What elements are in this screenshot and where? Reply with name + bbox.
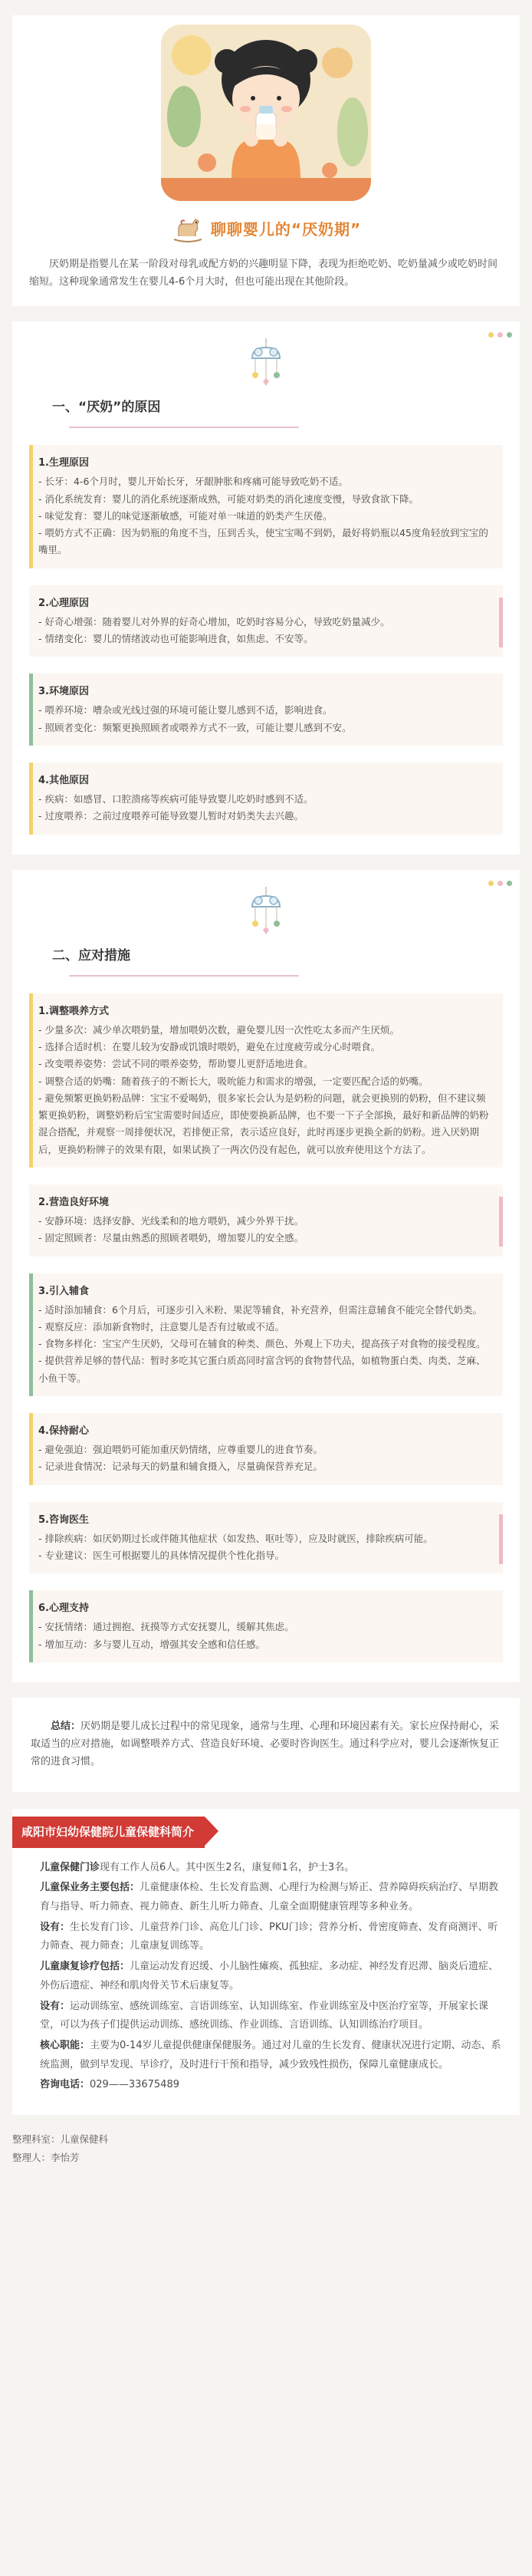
card-line: - 消化系统发育：婴儿的消化系统逐渐成熟，可能对奶类的消化速度变慢，导致食欲下降。 [38,492,419,505]
footer-department: 整理科室：儿童保健科 [12,2133,109,2145]
card-title: 5.咨询医生 [38,1514,89,1526]
hospital-item [40,1998,504,2035]
card-line: - 照顾者变化：频繁更换照顾者或喂养方式不一致，可能让婴儿感到不安。 [38,721,352,733]
card-line: - 喂养环境：嘈杂或光线过强的环境可能让婴儿感到不适，影响进食。 [38,704,333,716]
mobile-icon [241,338,291,392]
cause-card-other [29,763,503,835]
card-title: 2.心理原因 [38,597,89,609]
card-line: - 味觉发育：婴儿的味觉逐渐敏感，可能对单一味道的奶类产生厌倦。 [38,509,333,522]
hospital-item [40,1919,504,1956]
card-title: 2.营造良好环境 [38,1196,109,1208]
hospital-item-label: 儿童保业务主要包括： [40,1882,140,1894]
causes-heading [52,397,503,419]
cause-card-environment [29,674,503,746]
card-line: - 适时添加辅食：6个月后，可逐步引入米粉、果泥等辅食，补充营养，但需注意辅食不能完全替代奶类。 [38,1303,482,1316]
hero-title-row [29,216,503,242]
mobile-icon [241,887,291,940]
card-title: 4.保持耐心 [38,1425,89,1437]
card-line: - 排除疾病：如厌奶期过长或伴随其他症状（如发热、呕吐等），应及时就医，排除疾病可能。 [38,1532,433,1544]
hospital-item-text: 儿童运动发育迟缓、小儿脑性瘫痪、孤独症、多动症、神经发育迟滞、脑炎后遗症、外伤后遗症、神经和肌肉骨关节术后康复等。 [40,1961,499,1991]
card-title: 1.调整喂养方式 [38,1005,109,1017]
measure-card-feeding [29,993,503,1168]
card-line: - 避免频繁更换奶粉品牌：宝宝不爱喝奶，很多家长会认为是奶粉的问题，就会更换别的奶粉，但不建议频繁更换奶粉，调整奶粉后宝宝需要时间适应，即使要换新品牌，也不要一下子全部换，最好和新品牌的奶粉混合搭配，并观察一周排便状况，若排便正常，表示适应良好，此时再逐步更换全新的奶粉。进入厌奶期后，更换奶粉牌子的效果有限，如果试换了一两次仍没有起色，就可以放弃使用这个方法了。 [38,1092,489,1155]
card-title: 1.生理原因 [38,457,89,469]
hospital-item [40,1859,504,1878]
phone-number: 029——33675489 [90,2079,179,2091]
measures-title: 二、应对措施 [52,947,130,964]
measure-card-patience [29,1413,503,1485]
measures-section [12,870,520,1682]
card-line: - 改变喂养姿势：尝试不同的喂养姿势，帮助婴儿更舒适地进食。 [38,1058,314,1070]
hospital-item-label: 儿童康复诊疗包括： [40,1961,130,1973]
hospital-item-label: 咨询电话： [40,2079,90,2091]
hospital-item-phone [40,2076,504,2095]
card-line: - 情绪变化：婴儿的情绪波动也可能影响进食，如焦虑、不安等。 [38,633,314,645]
card-line: - 提供营养足够的替代品：暂时多吃其它蛋白质高同时富含钙的食物替代品，如植物蛋白类、肉类、芝麻、小鱼干等。 [38,1355,486,1384]
cause-card-physiological [29,445,503,568]
horse-icon [171,216,205,242]
footer [0,2115,532,2181]
hospital-item-label: 设有： [40,1921,71,1933]
footer-author: 整理人：李怡芳 [12,2151,80,2163]
card-line: - 少量多次：减少单次喂奶量，增加喂奶次数，避免婴儿因一次性吃太多而产生厌烦。 [38,1023,399,1036]
summary-card [12,1698,520,1792]
card-line: - 过度喂养：之前过度喂养可能导致婴儿暂时对奶类失去兴趣。 [38,810,304,822]
card-line: - 避免强迫：强迫喂奶可能加重厌奶情绪，应尊重婴儿的进食节奏。 [38,1444,323,1456]
card-line: - 好奇心增强：随着婴儿对外界的好奇心增加，吃奶时容易分心，导致吃奶量减少。 [38,615,390,628]
hospital-item-label: 儿童保健门诊 [40,1861,100,1873]
summary-text: 厌奶期是婴儿成长过程中的常见现象，通常与生理、心理和环境因素有关。家长应保持耐心，采取适当的应对措施，如调整喂养方式、营造良好环境、必要时咨询医生。通过科学应对，婴儿会逐渐恢复正常的进食习惯。 [31,1720,500,1768]
card-line: - 选择合适时机：在婴儿较为安静或饥饿时喂奶，避免在过度疲劳或分心时喂食。 [38,1041,380,1053]
card-line: - 疾病：如感冒、口腔溃疡等疾病可能导致婴儿吃奶时感到不适。 [38,793,314,805]
hospital-intro-card [12,1809,520,2115]
card-line: - 观察反应：添加新食物时，注意婴儿是否有过敏或不适。 [38,1320,284,1332]
hospital-item-text: 生长发育门诊、儿童营养门诊、高危儿门诊、PKU门诊；营养分析、骨密度筛查、发育商测评、听力筛查、视力筛查；儿童康复训练等。 [40,1921,498,1952]
hospital-item-label: 设有： [40,2000,71,2012]
card-title: 3.引入辅食 [38,1285,89,1297]
card-line: - 增加互动：多与婴儿互动，增强其安全感和信任感。 [38,1638,265,1650]
card-title: 4.其他原因 [38,774,89,786]
hospital-body [28,1859,504,2095]
card-line: - 食物多样化：宝宝产生厌奶，父母可在辅食的种类、颜色、外观上下功夫，提高孩子对食物的接受程度。 [38,1338,486,1350]
causes-section [12,321,520,854]
card-line: - 安静环境：选择安静、光线柔和的地方喂奶，减少外界干扰。 [38,1215,304,1227]
measure-card-doctor [29,1502,503,1574]
card-line: - 安抚情绪：通过拥抱、抚摸等方式安抚婴儿，缓解其焦虑。 [38,1621,294,1633]
card-line: - 长牙：4-6个月时，婴儿开始长牙，牙龈肿胀和疼痛可能导致吃奶不适。 [38,476,348,488]
decor-dots [488,881,512,886]
intro-paragraph: 厌奶期是指婴儿在某一阶段对母乳或配方奶的兴趣明显下降，表现为拒绝吃奶、吃奶量减少或吃奶时间缩短。这种现象通常发生在婴儿4-6个月大时，但也可能出现在其他阶段。 [29,259,498,288]
hospital-item [40,1958,504,1995]
hospital-banner: 咸阳市妇幼保健院儿童保健科简介 [12,1817,205,1848]
hospital-item-text: 现有工作人员6人。其中医生2名，康复师1名，护士3名。 [100,1861,355,1873]
card-title: 6.心理支持 [38,1603,89,1615]
hospital-item [40,1879,504,1916]
card-line: - 调整合适的奶嘴：随着孩子的不断长大，吸吮能力和需求的增强，一定要匹配合适的奶嘴。 [38,1075,429,1087]
hero-card [12,15,520,306]
hospital-item-label: 核心职能： [40,2039,90,2051]
baby-drinking-milk-illustration [161,25,371,201]
page-title: 聊聊婴儿的“厌奶期” [210,220,362,239]
cause-card-psychological [29,585,503,657]
measure-card-psych-support [29,1590,503,1662]
heading-underline [69,975,299,977]
summary-paragraph [31,1718,501,1771]
card-title: 3.环境原因 [38,686,89,698]
hospital-item-text: 主要为0-14岁儿童提供健康保健服务。通过对儿童的生长发育、健康状况进行定期、动态、系统监测，做到早发现、早诊疗，及时进行干预和指导，减少致残性损伤，保障儿童健康成长。 [40,2039,501,2070]
card-line: - 记录进食情况：记录每天的奶量和辅食摄入，尽量确保营养充足。 [38,1461,323,1473]
causes-title: 一、“厌奶”的原因 [52,400,161,416]
card-line: - 喂奶方式不正确：因为奶瓶的角度不当，压到舌头，使宝宝喝不到奶，最好将奶瓶以45度角轻放到宝宝的嘴里。 [38,527,488,556]
article-page [0,15,532,2180]
hospital-item-text: 儿童健康体检、生长发育监测、心理行为检测与矫正、营养障碍疾病治疗、早期教育与指导、听力筛查、视力筛查、新生儿听力筛查、儿童全面期健康管理等多种业务。 [40,1882,499,1913]
decor-dots [488,332,512,338]
card-line: - 固定照顾者：尽量由熟悉的照顾者喂奶，增加婴儿的安全感。 [38,1232,304,1244]
summary-label: 总结： [51,1720,81,1732]
hospital-item [40,2037,504,2074]
card-line: - 专业建议：医生可根据婴儿的具体情况提供个性化指导。 [38,1549,284,1561]
hospital-item-text: 运动训练室、感统训练室、言语训练室、认知训练室、作业训练室及中医治疗室等，开展家长课堂，可以为孩子们提供运动训练、感统训练、作业训练、言语训练、认知训练治疗项目。 [40,2000,489,2031]
measure-card-environment [29,1184,503,1257]
heading-underline [69,427,299,428]
measures-heading [52,945,503,967]
measure-card-solids [29,1273,503,1396]
